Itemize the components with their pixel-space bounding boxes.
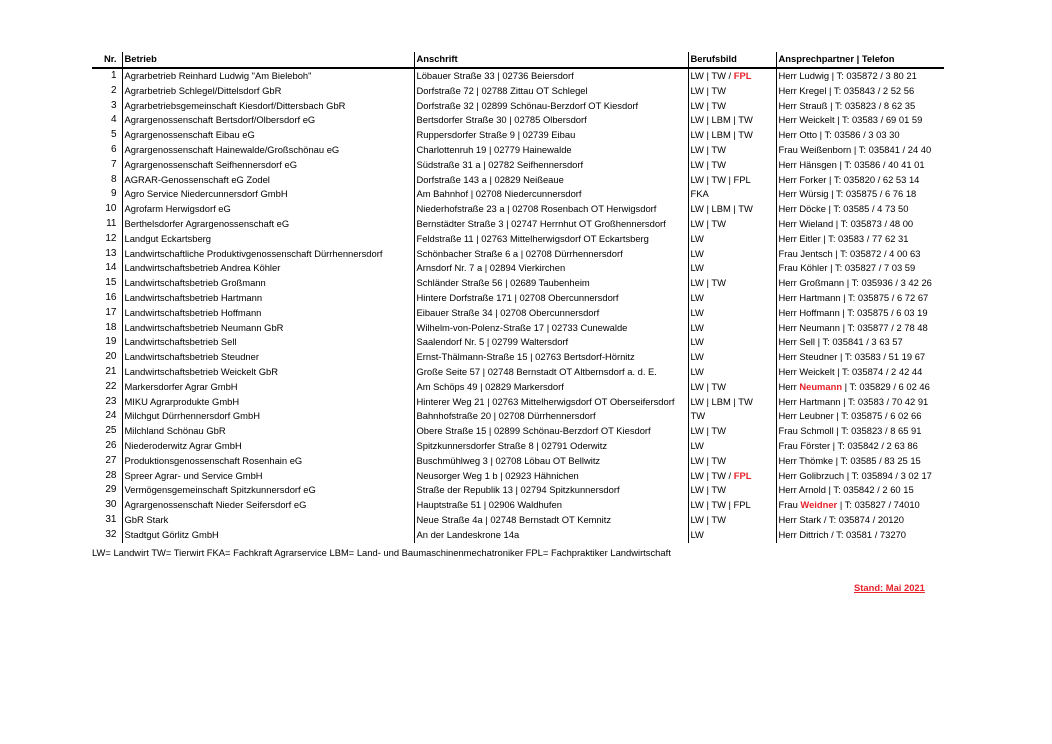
row-betrieb: Milchland Schönau GbR — [122, 424, 414, 439]
row-betrieb: Landwirtschaftsbetrieb Andrea Köhler — [122, 261, 414, 276]
row-kontakt: Herr Otto | T: 03586 / 3 03 30 — [776, 128, 944, 143]
row-anschrift: Hintere Dorfstraße 171 | 02708 Obercunnersdorf — [414, 291, 688, 306]
row-berufsbild: LW | TW — [688, 483, 776, 498]
row-betrieb: Landwirtschaftsbetrieb Steudner — [122, 350, 414, 365]
row-anschrift: Niederhofstraße 23 a | 02708 Rosenbach OT Herwigsdorf — [414, 202, 688, 217]
row-nr: 20 — [105, 351, 117, 363]
row-betrieb: Agrargenossenschaft Eibau eG — [122, 128, 414, 143]
row-kontakt: Herr Strauß | T: 035823 / 8 62 35 — [776, 99, 944, 114]
highlight-text: FPL — [733, 469, 752, 481]
row-kontakt: Herr Stark / T: 035874 / 20120 — [776, 513, 944, 528]
highlight-text: FPL — [733, 70, 752, 81]
row-betrieb: Agrofarm Herwigsdorf eG — [122, 202, 414, 217]
row-nr: 15 — [105, 277, 117, 289]
table-body — [92, 68, 944, 543]
row-betrieb: Agro Service Niedercunnersdorf GmbH — [122, 187, 414, 202]
row-betrieb: Landwirtschaftsbetrieb Weickelt GbR — [122, 365, 414, 380]
row-betrieb: Landwirtschaftsbetrieb Neumann GbR — [122, 321, 414, 336]
row-anschrift: Eibauer Straße 34 | 02708 Obercunnersdorf — [414, 306, 688, 321]
table-row — [92, 321, 944, 336]
row-kontakt: Herr Eitler | T: 03583 / 77 62 31 — [776, 232, 944, 247]
row-nr: 32 — [105, 528, 117, 540]
table-row — [92, 202, 944, 217]
header-anschrift: Anschrift — [414, 52, 688, 68]
row-anschrift: Dorfstraße 72 | 02788 Zittau OT Schlegel — [414, 84, 688, 99]
company-table — [92, 52, 944, 543]
row-nr: 30 — [105, 499, 117, 511]
row-nr: 16 — [105, 291, 117, 303]
row-betrieb: Landwirtschaftsbetrieb Großmann — [122, 276, 414, 291]
row-betrieb: Agrargenossenschaft Seifhennersdorf eG — [122, 158, 414, 173]
row-kontakt: Herr Forker | T: 035820 / 62 53 14 — [776, 173, 944, 188]
row-nr: 27 — [105, 454, 117, 466]
row-kontakt: Herr Würsig | T: 035875 / 6 76 18 — [776, 187, 944, 202]
row-nr: 28 — [105, 469, 117, 481]
row-berufsbild: LW | LBM | TW — [688, 128, 776, 143]
row-anschrift: Schländer Straße 56 | 02689 Taubenheim — [414, 276, 688, 291]
row-betrieb: Landwirtschaftsbetrieb Hartmann — [122, 291, 414, 306]
row-berufsbild: LW — [688, 291, 776, 306]
row-anschrift: Hinterer Weg 21 | 02763 Mittelherwigsdorf OT Oberseifersdorf — [414, 395, 688, 410]
row-berufsbild: LW | LBM | TW — [688, 202, 776, 217]
row-kontakt: Frau Weißenborn | T: 035841 / 24 40 — [776, 143, 944, 158]
row-anschrift: Ernst-Thälmann-Straße 15 | 02763 Bertsdorf-Hörnitz — [414, 350, 688, 365]
table-row — [92, 454, 944, 469]
row-kontakt: Herr Leubner | T: 035875 / 6 02 66 — [776, 409, 944, 424]
highlight-text: Weidner — [800, 499, 838, 511]
header-row — [92, 52, 944, 68]
row-betrieb: Spreer Agrar- und Service GmbH — [122, 469, 414, 484]
row-berufsbild: LW — [688, 232, 776, 247]
table-row — [92, 68, 944, 84]
row-berufsbild: TW — [688, 409, 776, 424]
table-row — [92, 247, 944, 262]
row-berufsbild: LW — [688, 439, 776, 454]
row-anschrift: Löbauer Straße 33 | 02736 Beiersdorf — [414, 68, 688, 84]
table-row — [92, 335, 944, 350]
table-row — [92, 232, 944, 247]
row-nr: 25 — [105, 425, 117, 437]
row-anschrift: Bertsdorfer Straße 30 | 02785 Olbersdorf — [414, 113, 688, 128]
header-betrieb: Betrieb — [122, 52, 414, 68]
row-berufsbild: LW — [688, 365, 776, 380]
row-betrieb: Niederoderwitz Agrar GmbH — [122, 439, 414, 454]
table-row — [92, 395, 944, 410]
row-berufsbild: LW — [688, 335, 776, 350]
table-row — [92, 84, 944, 99]
row-anschrift: Südstraße 31 a | 02782 Seifhennersdorf — [414, 158, 688, 173]
row-kontakt: Frau Schmoll | T: 035823 / 8 65 91 — [776, 424, 944, 439]
table-row — [92, 217, 944, 232]
row-kontakt: Herr Dittrich / T: 03581 / 73270 — [776, 528, 944, 543]
table-row — [92, 261, 944, 276]
row-nr: 6 — [110, 143, 117, 155]
row-betrieb: Agrargenossenschaft Bertsdorf/Olbersdorf eG — [122, 113, 414, 128]
highlight-text: Neumann — [799, 380, 843, 392]
row-nr: 21 — [105, 365, 117, 377]
row-betrieb: Vermögensgemeinschaft Spitzkunnersdorf eG — [122, 483, 414, 498]
table-row — [92, 143, 944, 158]
table-row — [92, 528, 944, 543]
table-row — [92, 99, 944, 114]
table-row — [92, 365, 944, 380]
row-berufsbild: LW | TW — [688, 158, 776, 173]
row-betrieb: Produktionsgenossenschaft Rosenhain eG — [122, 454, 414, 469]
table-row — [92, 409, 944, 424]
row-kontakt: Herr Thömke | T: 03585 / 83 25 15 — [776, 454, 944, 469]
row-anschrift: Saalendorf Nr. 5 | 02799 Waltersdorf — [414, 335, 688, 350]
row-nr: 26 — [105, 439, 117, 451]
row-berufsbild: LW | TW / FPL — [688, 469, 776, 484]
row-kontakt: Frau Weidner | T: 035827 / 74010 — [776, 498, 944, 513]
row-kontakt: Herr Neumann | T: 035829 / 6 02 46 — [776, 380, 944, 395]
row-betrieb: Agrargenossenschaft Nieder Seifersdorf eG — [122, 498, 414, 513]
row-nr: 17 — [105, 306, 117, 318]
row-berufsbild: LW | TW — [688, 424, 776, 439]
row-nr: 29 — [105, 484, 117, 496]
row-nr: 23 — [105, 395, 117, 407]
row-nr: 13 — [105, 247, 117, 259]
row-nr: 31 — [105, 513, 117, 525]
row-betrieb: Landwirtschaftsbetrieb Hoffmann — [122, 306, 414, 321]
table-row — [92, 498, 944, 513]
row-nr: 7 — [110, 158, 117, 170]
row-anschrift: Buschmühlweg 3 | 02708 Löbau OT Bellwitz — [414, 454, 688, 469]
row-betrieb: Agrargenossenschaft Hainewalde/Großschönau eG — [122, 143, 414, 158]
row-kontakt: Herr Wieland | T: 035873 / 48 00 — [776, 217, 944, 232]
row-nr: 1 — [110, 70, 117, 81]
table-row — [92, 291, 944, 306]
row-kontakt: Herr Großmann | T: 035936 / 3 42 26 — [776, 276, 944, 291]
header-berufsbild: Berufsbild — [688, 52, 776, 68]
row-kontakt: Frau Köhler | T: 035827 / 7 03 59 — [776, 261, 944, 276]
row-kontakt: Herr Arnold | T: 035842 / 2 60 15 — [776, 483, 944, 498]
row-kontakt: Herr Ludwig | T: 035872 / 3 80 21 — [776, 68, 944, 84]
row-nr: 5 — [110, 129, 117, 141]
table-row — [92, 128, 944, 143]
row-anschrift: Charlottenruh 19 | 02779 Hainewalde — [414, 143, 688, 158]
row-nr: 2 — [110, 84, 117, 96]
row-nr: 24 — [105, 410, 117, 422]
row-anschrift: Obere Straße 15 | 02899 Schönau-Berzdorf OT Kiesdorf — [414, 424, 688, 439]
row-nr: 19 — [105, 336, 117, 348]
row-berufsbild: LW — [688, 261, 776, 276]
row-nr: 10 — [105, 203, 117, 215]
row-kontakt: Herr Steudner | T: 03583 / 51 19 67 — [776, 350, 944, 365]
row-anschrift: Am Bahnhof | 02708 Niedercunnersdorf — [414, 187, 688, 202]
row-berufsbild: LW | TW — [688, 380, 776, 395]
row-berufsbild: LW | TW | FPL — [688, 173, 776, 188]
row-kontakt: Herr Weickelt | T: 03583 / 69 01 59 — [776, 113, 944, 128]
row-betrieb: GbR Stark — [122, 513, 414, 528]
row-kontakt: Herr Hänsgen | T: 03586 / 40 41 01 — [776, 158, 944, 173]
table-row — [92, 350, 944, 365]
row-berufsbild: LW | TW — [688, 217, 776, 232]
row-kontakt: Herr Weickelt | T: 035874 / 2 42 44 — [776, 365, 944, 380]
row-berufsbild: LW | TW — [688, 99, 776, 114]
table-row — [92, 113, 944, 128]
row-kontakt: Herr Sell | T: 035841 / 3 63 57 — [776, 335, 944, 350]
row-nr: 11 — [106, 217, 117, 229]
row-berufsbild: LW | TW — [688, 454, 776, 469]
row-betrieb: Milchgut Dürrhennersdorf GmbH — [122, 409, 414, 424]
row-anschrift: Bernstädter Straße 3 | 02747 Herrnhut OT Großhennersdorf — [414, 217, 688, 232]
row-anschrift: Arnsdorf Nr. 7 a | 02894 Vierkirchen — [414, 261, 688, 276]
row-berufsbild: FKA — [688, 187, 776, 202]
table-row — [92, 483, 944, 498]
row-nr: 3 — [110, 99, 117, 111]
row-anschrift: Schönbacher Straße 6 a | 02708 Dürrhennersdorf — [414, 247, 688, 262]
row-berufsbild: LW — [688, 247, 776, 262]
row-berufsbild: LW | LBM | TW — [688, 395, 776, 410]
row-kontakt: Herr Hartmann | T: 035875 / 6 72 67 — [776, 291, 944, 306]
row-anschrift: Wilhelm-von-Polenz-Straße 17 | 02733 Cunewalde — [414, 321, 688, 336]
row-kontakt: Herr Hartmann | T: 03583 / 70 42 91 — [776, 395, 944, 410]
row-anschrift: Dorfstraße 32 | 02899 Schönau-Berzdorf OT Kiesdorf — [414, 99, 688, 114]
table-row — [92, 469, 944, 484]
row-berufsbild: LW | TW — [688, 276, 776, 291]
row-anschrift: Straße der Republik 13 | 02794 Spitzkunnersdorf — [414, 483, 688, 498]
row-nr: 12 — [105, 232, 117, 244]
row-betrieb: Landwirtschaftsbetrieb Sell — [122, 335, 414, 350]
row-kontakt: Herr Golibrzuch | T: 035894 / 3 02 17 — [776, 469, 944, 484]
table-row — [92, 173, 944, 188]
row-berufsbild: LW — [688, 306, 776, 321]
status-date: Stand: Mai 2021 — [854, 582, 925, 593]
table-row — [92, 513, 944, 528]
table-row — [92, 158, 944, 173]
company-list-sheet — [92, 52, 944, 543]
row-nr: 22 — [105, 380, 117, 392]
row-berufsbild: LW — [688, 321, 776, 336]
row-berufsbild: LW — [688, 528, 776, 543]
row-nr: 14 — [105, 262, 117, 274]
row-kontakt: Herr Hoffmann | T: 035875 / 6 03 19 — [776, 306, 944, 321]
row-betrieb: Landwirtschaftliche Produktivgenossenschaft Dürrhennersdorf — [122, 247, 414, 262]
row-betrieb: Agrarbetrieb Reinhard Ludwig "Am Bieleboh" — [122, 68, 414, 84]
table-row — [92, 276, 944, 291]
row-kontakt: Herr Döcke | T: 03585 / 4 73 50 — [776, 202, 944, 217]
row-betrieb: Landgut Eckartsberg — [122, 232, 414, 247]
header-kontakt: Ansprechpartner | Telefon — [776, 52, 944, 68]
row-anschrift: Hauptstraße 51 | 02906 Waldhufen — [414, 498, 688, 513]
row-anschrift: Am Schöps 49 | 02829 Markersdorf — [414, 380, 688, 395]
row-berufsbild: LW | TW — [688, 84, 776, 99]
row-kontakt: Frau Förster | T: 035842 / 2 63 86 — [776, 439, 944, 454]
row-betrieb: Agrarbetriebsgemeinschaft Kiesdorf/Dittersbach GbR — [122, 99, 414, 114]
header-nr: Nr. — [92, 52, 122, 68]
row-anschrift: Bahnhofstraße 20 | 02708 Dürrhennersdorf — [414, 409, 688, 424]
row-betrieb: AGRAR-Genossenschaft eG Zodel — [122, 173, 414, 188]
row-anschrift: Feldstraße 11 | 02763 Mittelherwigsdorf OT Eckartsberg — [414, 232, 688, 247]
row-nr: 18 — [105, 321, 117, 333]
row-betrieb: Agrarbetrieb Schlegel/Dittelsdorf GbR — [122, 84, 414, 99]
row-berufsbild: LW — [688, 350, 776, 365]
row-berufsbild: LW | TW / FPL — [688, 68, 776, 84]
row-anschrift: Spitzkunnersdorfer Straße 8 | 02791 Oderwitz — [414, 439, 688, 454]
row-betrieb: Markersdorfer Agrar GmbH — [122, 380, 414, 395]
table-row — [92, 380, 944, 395]
row-berufsbild: LW | TW | FPL — [688, 498, 776, 513]
row-anschrift: Ruppersdorfer Straße 9 | 02739 Eibau — [414, 128, 688, 143]
row-berufsbild: LW | TW — [688, 513, 776, 528]
row-nr: 9 — [110, 188, 117, 200]
row-anschrift: Dorfstraße 143 a | 02829 Neißeaue — [414, 173, 688, 188]
row-kontakt: Herr Kregel | T: 035843 / 2 52 56 — [776, 84, 944, 99]
row-betrieb: Berthelsdorfer Agrargenossenschaft eG — [122, 217, 414, 232]
row-anschrift: Große Seite 57 | 02748 Bernstadt OT Altbernsdorf a. d. E. — [414, 365, 688, 380]
row-anschrift: Neusorger Weg 1 b | 02923 Hähnichen — [414, 469, 688, 484]
table-row — [92, 439, 944, 454]
table-row — [92, 187, 944, 202]
row-kontakt: Herr Neumann | T: 035877 / 2 78 48 — [776, 321, 944, 336]
row-anschrift: Neue Straße 4a | 02748 Bernstadt OT Kemnitz — [414, 513, 688, 528]
abbreviation-legend: LW= Landwirt TW= Tierwirt FKA= Fachkraft Agrarservice LBM= Land- und Baumaschinenmechatroniker FPL= Fachpraktiker Landwirtschaft — [92, 547, 671, 558]
row-anschrift: An der Landeskrone 14a — [414, 528, 688, 543]
row-berufsbild: LW | TW — [688, 143, 776, 158]
row-nr: 8 — [110, 173, 117, 185]
row-betrieb: Stadtgut Görlitz GmbH — [122, 528, 414, 543]
row-nr: 4 — [110, 114, 117, 126]
row-kontakt: Frau Jentsch | T: 035872 / 4 00 63 — [776, 247, 944, 262]
table-row — [92, 424, 944, 439]
table-row — [92, 306, 944, 321]
row-berufsbild: LW | LBM | TW — [688, 113, 776, 128]
row-betrieb: MIKU Agrarprodukte GmbH — [122, 395, 414, 410]
